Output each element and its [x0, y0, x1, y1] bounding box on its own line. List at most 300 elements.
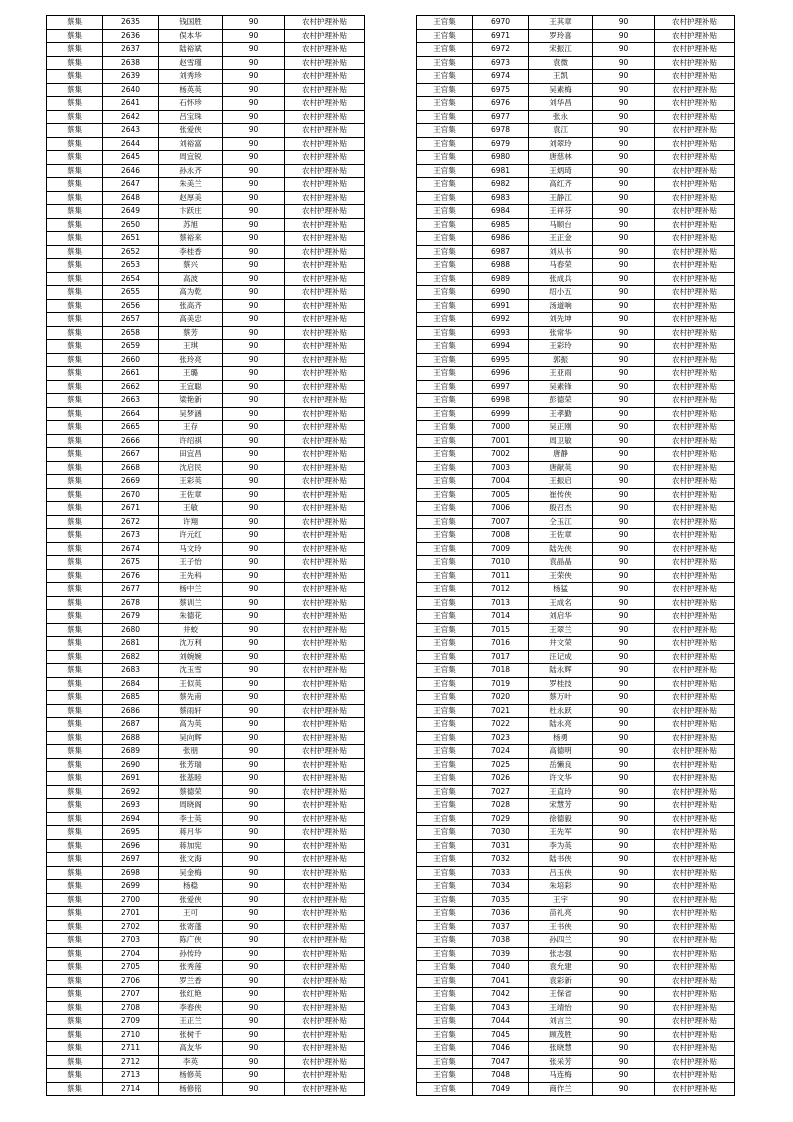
- left-table-body: [47, 16, 365, 1096]
- subsidy-type-cell: 农村护理补贴: [655, 502, 735, 516]
- subsidy-type-cell: 农村护理补贴: [285, 164, 365, 178]
- amount-cell: 90: [223, 461, 285, 475]
- village-cell: 蔡集: [47, 218, 103, 232]
- village-cell: 蔡集: [47, 947, 103, 961]
- amount-cell: 90: [593, 475, 655, 489]
- serial-number-cell: 6996: [473, 367, 529, 381]
- serial-number-cell: 7022: [473, 718, 529, 732]
- subsidy-type-cell: 农村护理补贴: [655, 637, 735, 651]
- recipient-name-cell: 蔡先甫: [159, 691, 223, 705]
- amount-cell: 90: [593, 434, 655, 448]
- subsidy-type-cell: 农村护理补贴: [285, 785, 365, 799]
- table-row: [417, 272, 735, 286]
- table-row: [417, 826, 735, 840]
- subsidy-type-cell: 农村护理补贴: [285, 880, 365, 894]
- recipient-name-cell: 蔡德荣: [159, 785, 223, 799]
- subsidy-type-cell: 农村护理补贴: [655, 232, 735, 246]
- subsidy-type-cell: 农村护理补贴: [655, 623, 735, 637]
- village-cell: 蔡集: [47, 124, 103, 138]
- recipient-name-cell: 王佐章: [529, 529, 593, 543]
- serial-number-cell: 7018: [473, 664, 529, 678]
- recipient-name-cell: 吴梦涵: [159, 407, 223, 421]
- amount-cell: 90: [593, 839, 655, 853]
- subsidy-type-cell: 农村护理补贴: [655, 529, 735, 543]
- village-cell: 蔡集: [47, 475, 103, 489]
- subsidy-type-cell: 农村护理补贴: [655, 1055, 735, 1069]
- serial-number-cell: 2662: [103, 380, 159, 394]
- village-cell: 王官集: [417, 812, 473, 826]
- serial-number-cell: 7008: [473, 529, 529, 543]
- table-row: [417, 353, 735, 367]
- recipient-name-cell: 朱美兰: [159, 178, 223, 192]
- amount-cell: 90: [223, 1042, 285, 1056]
- subsidy-type-cell: 农村护理补贴: [285, 340, 365, 354]
- amount-cell: 90: [223, 569, 285, 583]
- amount-cell: 90: [593, 286, 655, 300]
- subsidy-type-cell: 农村护理补贴: [655, 880, 735, 894]
- amount-cell: 90: [223, 799, 285, 813]
- amount-cell: 90: [223, 974, 285, 988]
- subsidy-type-cell: 农村护理补贴: [285, 191, 365, 205]
- serial-number-cell: 6994: [473, 340, 529, 354]
- subsidy-type-cell: 农村护理补贴: [285, 947, 365, 961]
- serial-number-cell: 2635: [103, 16, 159, 30]
- table-row: [47, 583, 365, 597]
- subsidy-type-cell: 农村护理补贴: [655, 407, 735, 421]
- table-row: [417, 542, 735, 556]
- left-subsidy-table: [46, 15, 365, 1096]
- table-row: [417, 488, 735, 502]
- amount-cell: 90: [223, 394, 285, 408]
- serial-number-cell: 7037: [473, 920, 529, 934]
- amount-cell: 90: [223, 299, 285, 313]
- amount-cell: 90: [593, 650, 655, 664]
- serial-number-cell: 2666: [103, 434, 159, 448]
- serial-number-cell: 7017: [473, 650, 529, 664]
- table-row: [47, 1028, 365, 1042]
- village-cell: 王官集: [417, 488, 473, 502]
- recipient-name-cell: 王敏: [159, 502, 223, 516]
- village-cell: 王官集: [417, 637, 473, 651]
- table-row: [47, 70, 365, 84]
- amount-cell: 90: [593, 245, 655, 259]
- table-row: [417, 637, 735, 651]
- serial-number-cell: 6980: [473, 151, 529, 165]
- subsidy-type-cell: 农村护理补贴: [285, 542, 365, 556]
- village-cell: 王官集: [417, 745, 473, 759]
- recipient-name-cell: 蔡万叶: [529, 691, 593, 705]
- table-row: [417, 934, 735, 948]
- village-cell: 王官集: [417, 515, 473, 529]
- amount-cell: 90: [593, 596, 655, 610]
- amount-cell: 90: [223, 920, 285, 934]
- recipient-name-cell: 蒋加宪: [159, 839, 223, 853]
- table-row: [47, 569, 365, 583]
- recipient-name-cell: 王彩玲: [529, 340, 593, 354]
- serial-number-cell: 6988: [473, 259, 529, 273]
- village-cell: 王官集: [417, 380, 473, 394]
- serial-number-cell: 2694: [103, 812, 159, 826]
- table-row: [417, 1001, 735, 1015]
- recipient-name-cell: 李春侠: [159, 1001, 223, 1015]
- serial-number-cell: 2676: [103, 569, 159, 583]
- amount-cell: 90: [593, 934, 655, 948]
- table-row: [417, 151, 735, 165]
- amount-cell: 90: [593, 502, 655, 516]
- serial-number-cell: 2678: [103, 596, 159, 610]
- subsidy-type-cell: 农村护理补贴: [285, 434, 365, 448]
- subsidy-type-cell: 农村护理补贴: [285, 988, 365, 1002]
- table-row: [417, 596, 735, 610]
- subsidy-type-cell: 农村护理补贴: [655, 650, 735, 664]
- table-row: [417, 677, 735, 691]
- subsidy-type-cell: 农村护理补贴: [285, 853, 365, 867]
- serial-number-cell: 2670: [103, 488, 159, 502]
- amount-cell: 90: [593, 191, 655, 205]
- recipient-name-cell: 王宇: [529, 893, 593, 907]
- table-row: [417, 367, 735, 381]
- recipient-name-cell: 杨稳: [159, 880, 223, 894]
- recipient-name-cell: 绍小五: [529, 286, 593, 300]
- table-row: [417, 745, 735, 759]
- village-cell: 王官集: [417, 367, 473, 381]
- serial-number-cell: 2673: [103, 529, 159, 543]
- village-cell: 蔡集: [47, 677, 103, 691]
- table-row: [47, 664, 365, 678]
- serial-number-cell: 6982: [473, 178, 529, 192]
- serial-number-cell: 6977: [473, 110, 529, 124]
- recipient-name-cell: 陆裕斌: [159, 43, 223, 57]
- amount-cell: 90: [223, 677, 285, 691]
- serial-number-cell: 2711: [103, 1042, 159, 1056]
- subsidy-type-cell: 农村护理补贴: [285, 866, 365, 880]
- amount-cell: 90: [223, 961, 285, 975]
- village-cell: 蔡集: [47, 650, 103, 664]
- subsidy-type-cell: 农村护理补贴: [285, 1015, 365, 1029]
- subsidy-type-cell: 农村护理补贴: [285, 394, 365, 408]
- table-row: [47, 164, 365, 178]
- village-cell: 王官集: [417, 839, 473, 853]
- serial-number-cell: 2695: [103, 826, 159, 840]
- serial-number-cell: 6970: [473, 16, 529, 30]
- recipient-name-cell: 周宜锐: [159, 151, 223, 165]
- subsidy-type-cell: 农村护理补贴: [655, 488, 735, 502]
- subsidy-type-cell: 农村护理补贴: [285, 421, 365, 435]
- subsidy-type-cell: 农村护理补贴: [655, 124, 735, 138]
- subsidy-type-cell: 农村护理补贴: [655, 596, 735, 610]
- recipient-name-cell: 井文荣: [529, 637, 593, 651]
- subsidy-type-cell: 农村护理补贴: [285, 29, 365, 43]
- amount-cell: 90: [223, 529, 285, 543]
- amount-cell: 90: [223, 907, 285, 921]
- serial-number-cell: 2674: [103, 542, 159, 556]
- recipient-name-cell: 汤道响: [529, 299, 593, 313]
- recipient-name-cell: 杜永跃: [529, 704, 593, 718]
- village-cell: 蔡集: [47, 907, 103, 921]
- subsidy-type-cell: 农村护理补贴: [285, 124, 365, 138]
- amount-cell: 90: [593, 623, 655, 637]
- subsidy-type-cell: 农村护理补贴: [655, 137, 735, 151]
- subsidy-type-cell: 农村护理补贴: [285, 664, 365, 678]
- subsidy-type-cell: 农村护理补贴: [655, 475, 735, 489]
- table-row: [47, 961, 365, 975]
- serial-number-cell: 2643: [103, 124, 159, 138]
- table-row: [417, 394, 735, 408]
- village-cell: 蔡集: [47, 745, 103, 759]
- amount-cell: 90: [223, 812, 285, 826]
- table-row: [47, 502, 365, 516]
- subsidy-type-cell: 农村护理补贴: [285, 974, 365, 988]
- serial-number-cell: 6999: [473, 407, 529, 421]
- village-cell: 王官集: [417, 988, 473, 1002]
- recipient-name-cell: 王先科: [159, 569, 223, 583]
- amount-cell: 90: [593, 758, 655, 772]
- amount-cell: 90: [593, 218, 655, 232]
- serial-number-cell: 2659: [103, 340, 159, 354]
- amount-cell: 90: [223, 421, 285, 435]
- serial-number-cell: 7020: [473, 691, 529, 705]
- subsidy-type-cell: 农村护理补贴: [655, 340, 735, 354]
- subsidy-type-cell: 农村护理补贴: [655, 272, 735, 286]
- serial-number-cell: 2651: [103, 232, 159, 246]
- recipient-name-cell: 高德明: [529, 745, 593, 759]
- subsidy-type-cell: 农村护理补贴: [655, 205, 735, 219]
- serial-number-cell: 6971: [473, 29, 529, 43]
- recipient-name-cell: 陆永辉: [529, 664, 593, 678]
- village-cell: 蔡集: [47, 637, 103, 651]
- recipient-name-cell: 王存: [159, 421, 223, 435]
- serial-number-cell: 2698: [103, 866, 159, 880]
- subsidy-type-cell: 农村护理补贴: [285, 245, 365, 259]
- recipient-name-cell: 赵厚美: [159, 191, 223, 205]
- village-cell: 蔡集: [47, 542, 103, 556]
- amount-cell: 90: [593, 272, 655, 286]
- village-cell: 王官集: [417, 1082, 473, 1096]
- village-cell: 王官集: [417, 893, 473, 907]
- serial-number-cell: 6974: [473, 70, 529, 84]
- village-cell: 王官集: [417, 880, 473, 894]
- amount-cell: 90: [223, 272, 285, 286]
- amount-cell: 90: [223, 407, 285, 421]
- amount-cell: 90: [223, 110, 285, 124]
- recipient-name-cell: 蒋月华: [159, 826, 223, 840]
- recipient-name-cell: 刘秀珍: [159, 70, 223, 84]
- recipient-name-cell: 王静江: [529, 191, 593, 205]
- serial-number-cell: 7028: [473, 799, 529, 813]
- amount-cell: 90: [223, 745, 285, 759]
- amount-cell: 90: [223, 1028, 285, 1042]
- village-cell: 王官集: [417, 461, 473, 475]
- amount-cell: 90: [223, 1055, 285, 1069]
- amount-cell: 90: [593, 920, 655, 934]
- serial-number-cell: 7035: [473, 893, 529, 907]
- recipient-name-cell: 马春荣: [529, 259, 593, 273]
- subsidy-type-cell: 农村护理补贴: [655, 907, 735, 921]
- recipient-name-cell: 岳懒良: [529, 758, 593, 772]
- village-cell: 王官集: [417, 785, 473, 799]
- village-cell: 蔡集: [47, 178, 103, 192]
- serial-number-cell: 2652: [103, 245, 159, 259]
- village-cell: 蔡集: [47, 232, 103, 246]
- subsidy-type-cell: 农村护理补贴: [285, 367, 365, 381]
- amount-cell: 90: [223, 947, 285, 961]
- serial-number-cell: 2658: [103, 326, 159, 340]
- recipient-name-cell: 刘先坤: [529, 313, 593, 327]
- amount-cell: 90: [223, 596, 285, 610]
- serial-number-cell: 2704: [103, 947, 159, 961]
- amount-cell: 90: [593, 731, 655, 745]
- subsidy-type-cell: 农村护理补贴: [285, 920, 365, 934]
- serial-number-cell: 2701: [103, 907, 159, 921]
- amount-cell: 90: [223, 367, 285, 381]
- recipient-name-cell: 刘言兰: [529, 1015, 593, 1029]
- amount-cell: 90: [593, 799, 655, 813]
- amount-cell: 90: [223, 758, 285, 772]
- recipient-name-cell: 袁允建: [529, 961, 593, 975]
- serial-number-cell: 2691: [103, 772, 159, 786]
- table-row: [47, 421, 365, 435]
- serial-number-cell: 7029: [473, 812, 529, 826]
- subsidy-type-cell: 农村护理补贴: [285, 1042, 365, 1056]
- table-row: [417, 664, 735, 678]
- serial-number-cell: 6975: [473, 83, 529, 97]
- village-cell: 王官集: [417, 596, 473, 610]
- serial-number-cell: 2638: [103, 56, 159, 70]
- recipient-name-cell: 张爱侠: [159, 893, 223, 907]
- village-cell: 蔡集: [47, 893, 103, 907]
- village-cell: 蔡集: [47, 353, 103, 367]
- table-row: [417, 988, 735, 1002]
- amount-cell: 90: [593, 529, 655, 543]
- subsidy-type-cell: 农村护理补贴: [655, 110, 735, 124]
- serial-number-cell: 7026: [473, 772, 529, 786]
- village-cell: 蔡集: [47, 340, 103, 354]
- subsidy-type-cell: 农村护理补贴: [655, 151, 735, 165]
- serial-number-cell: 2703: [103, 934, 159, 948]
- village-cell: 王官集: [417, 542, 473, 556]
- village-cell: 蔡集: [47, 920, 103, 934]
- table-row: [47, 556, 365, 570]
- recipient-name-cell: 袁微: [529, 56, 593, 70]
- village-cell: 王官集: [417, 610, 473, 624]
- subsidy-type-cell: 农村护理补贴: [285, 448, 365, 462]
- subsidy-type-cell: 农村护理补贴: [285, 704, 365, 718]
- table-row: [417, 772, 735, 786]
- village-cell: 蔡集: [47, 1055, 103, 1069]
- amount-cell: 90: [223, 232, 285, 246]
- village-cell: 蔡集: [47, 83, 103, 97]
- serial-number-cell: 2712: [103, 1055, 159, 1069]
- recipient-name-cell: 刘裕富: [159, 137, 223, 151]
- table-row: [417, 785, 735, 799]
- village-cell: 王官集: [417, 245, 473, 259]
- village-cell: 王官集: [417, 191, 473, 205]
- table-row: [47, 812, 365, 826]
- subsidy-type-cell: 农村护理补贴: [655, 29, 735, 43]
- recipient-name-cell: 张树千: [159, 1028, 223, 1042]
- village-cell: 王官集: [417, 583, 473, 597]
- table-row: [47, 718, 365, 732]
- recipient-name-cell: 唐献英: [529, 461, 593, 475]
- village-cell: 王官集: [417, 124, 473, 138]
- amount-cell: 90: [223, 839, 285, 853]
- village-cell: 王官集: [417, 232, 473, 246]
- amount-cell: 90: [223, 718, 285, 732]
- recipient-name-cell: 吕宝珠: [159, 110, 223, 124]
- amount-cell: 90: [223, 556, 285, 570]
- serial-number-cell: 6986: [473, 232, 529, 246]
- subsidy-type-cell: 农村护理补贴: [285, 407, 365, 421]
- recipient-name-cell: 李英: [159, 1055, 223, 1069]
- recipient-name-cell: 许绍祺: [159, 434, 223, 448]
- table-row: [417, 421, 735, 435]
- table-row: [417, 340, 735, 354]
- subsidy-type-cell: 农村护理补贴: [285, 70, 365, 84]
- table-row: [417, 1042, 735, 1056]
- recipient-name-cell: 王炳琦: [529, 164, 593, 178]
- table-row: [47, 191, 365, 205]
- table-row: [417, 110, 735, 124]
- recipient-name-cell: 蔡训兰: [159, 596, 223, 610]
- subsidy-type-cell: 农村护理补贴: [285, 812, 365, 826]
- serial-number-cell: 2636: [103, 29, 159, 43]
- recipient-name-cell: 张文海: [159, 853, 223, 867]
- village-cell: 蔡集: [47, 704, 103, 718]
- amount-cell: 90: [223, 326, 285, 340]
- table-row: [417, 218, 735, 232]
- recipient-name-cell: 李为英: [529, 839, 593, 853]
- table-row: [47, 475, 365, 489]
- subsidy-type-cell: 农村护理补贴: [655, 934, 735, 948]
- amount-cell: 90: [593, 97, 655, 111]
- village-cell: 蔡集: [47, 272, 103, 286]
- subsidy-type-cell: 农村护理补贴: [655, 286, 735, 300]
- amount-cell: 90: [593, 1082, 655, 1096]
- table-row: [417, 245, 735, 259]
- serial-number-cell: 7002: [473, 448, 529, 462]
- amount-cell: 90: [593, 1015, 655, 1029]
- subsidy-type-cell: 农村护理补贴: [285, 286, 365, 300]
- village-cell: 王官集: [417, 1042, 473, 1056]
- subsidy-type-cell: 农村护理补贴: [285, 623, 365, 637]
- table-row: [47, 691, 365, 705]
- village-cell: 王官集: [417, 1069, 473, 1083]
- serial-number-cell: 7025: [473, 758, 529, 772]
- village-cell: 蔡集: [47, 974, 103, 988]
- village-cell: 王官集: [417, 961, 473, 975]
- village-cell: 蔡集: [47, 731, 103, 745]
- amount-cell: 90: [223, 988, 285, 1002]
- subsidy-type-cell: 农村护理补贴: [655, 988, 735, 1002]
- amount-cell: 90: [223, 1082, 285, 1096]
- subsidy-type-cell: 农村护理补贴: [655, 380, 735, 394]
- village-cell: 王官集: [417, 920, 473, 934]
- recipient-name-cell: 马文玲: [159, 542, 223, 556]
- serial-number-cell: 2655: [103, 286, 159, 300]
- recipient-name-cell: 杨勇: [529, 731, 593, 745]
- recipient-name-cell: 陆永亮: [529, 718, 593, 732]
- table-row: [47, 43, 365, 57]
- table-row: [47, 677, 365, 691]
- village-cell: 蔡集: [47, 380, 103, 394]
- amount-cell: 90: [593, 556, 655, 570]
- table-row: [417, 907, 735, 921]
- recipient-name-cell: 杨修铭: [159, 1082, 223, 1096]
- recipient-name-cell: 俣本华: [159, 29, 223, 43]
- recipient-name-cell: 卞跃庄: [159, 205, 223, 219]
- recipient-name-cell: 张寄蓬: [159, 920, 223, 934]
- recipient-name-cell: 刘婉婉: [159, 650, 223, 664]
